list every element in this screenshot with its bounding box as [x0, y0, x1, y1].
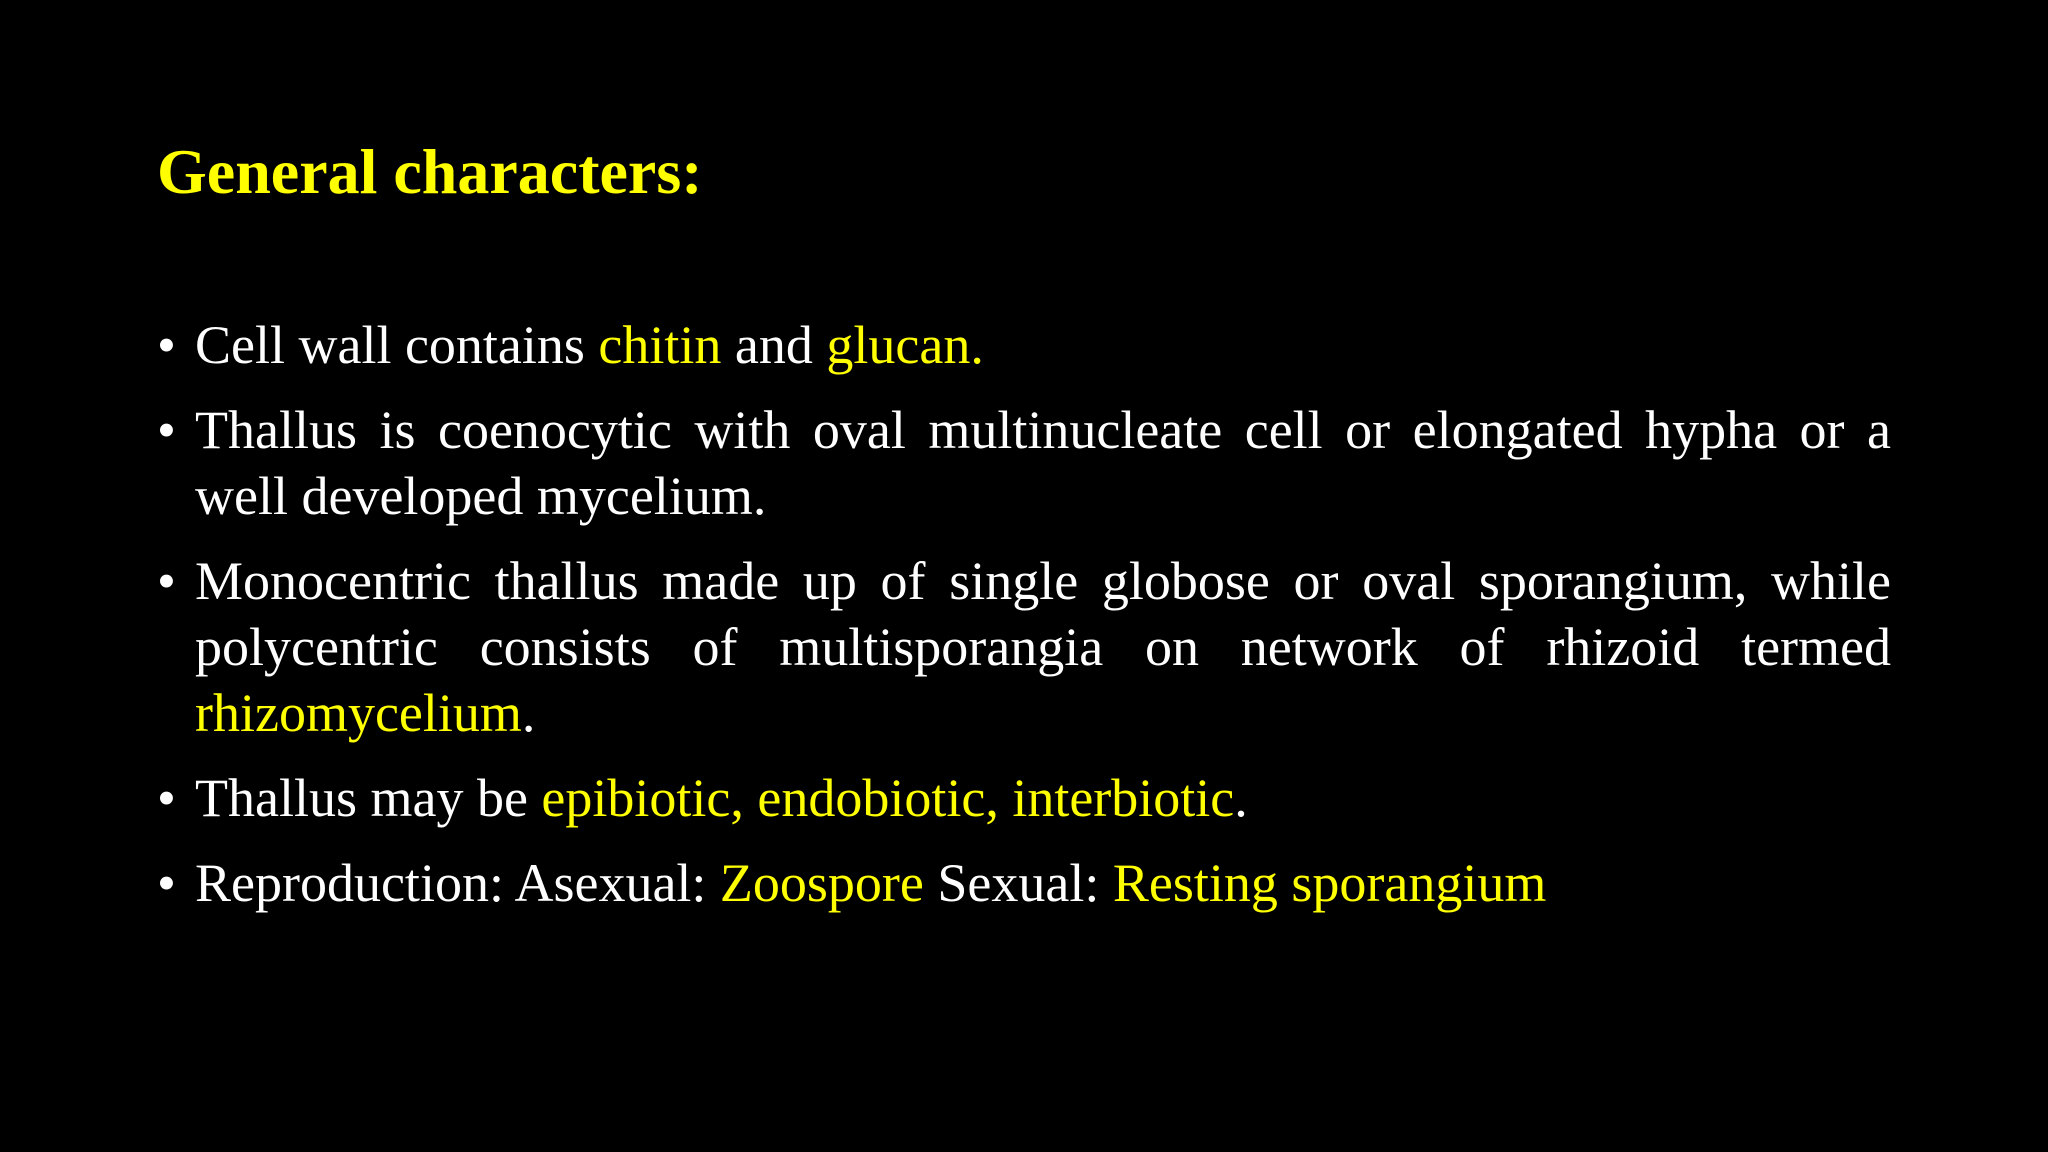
highlighted-term: rhizomycelium [195, 683, 522, 743]
bullet-text: Monocentric thallus made up of single globose or oval sporangium, while polycentric consists of multisporangia on network of rhizoid termed [195, 551, 1891, 677]
highlighted-term: Zoospore [719, 853, 924, 913]
bullet-text: Thallus may be [195, 768, 542, 828]
bullet-item [157, 312, 1891, 378]
bullet-dot: • [157, 315, 176, 375]
bullet-item [157, 850, 1891, 916]
bullet-item [157, 765, 1891, 831]
bullet-text: Sexual: [923, 853, 1113, 913]
bullet-dot: • [157, 768, 176, 828]
bullet-text: and [721, 315, 827, 375]
bullet-list [157, 312, 1891, 935]
bullet-item [157, 548, 1891, 746]
slide-title: General characters: [157, 136, 703, 207]
bullet-dot: • [157, 400, 176, 460]
bullet-item [157, 397, 1891, 529]
bullet-text: . [1234, 768, 1248, 828]
bullet-dot: • [157, 551, 176, 611]
highlighted-term: Resting sporangium [1112, 853, 1547, 913]
bullet-text: Cell wall contains [195, 315, 599, 375]
bullet-text: Reproduction: Asexual: [195, 853, 720, 913]
bullet-text: Thallus is coenocytic with oval multinucleate cell or elongated hypha or a well developed mycelium. [195, 400, 1891, 526]
highlighted-term: chitin [598, 315, 722, 375]
bullet-dot: • [157, 853, 176, 913]
highlighted-term: epibiotic, endobiotic, interbiotic [541, 768, 1235, 828]
highlighted-term: glucan. [826, 315, 984, 375]
bullet-text: . [521, 683, 536, 743]
